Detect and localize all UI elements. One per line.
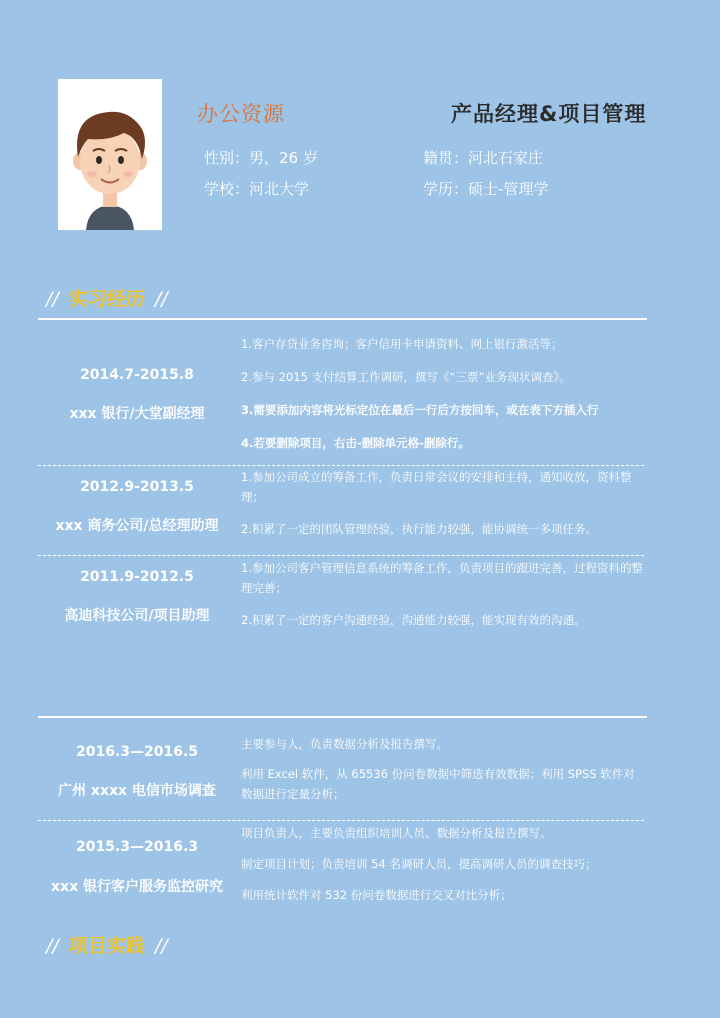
desc-line: 4.若要删除项目，右击-删除单元格-删除行。	[241, 436, 470, 450]
entry-description	[241, 558, 646, 630]
desc-line: 2.积累了一定的客户沟通经验，沟通能力较强，能实现有效的沟通。	[241, 613, 586, 627]
education: 学历：硕士-管理学	[423, 180, 549, 198]
entry-org: 高迪科技公司/项目助理	[64, 608, 210, 624]
title-slash-right: //	[154, 935, 168, 957]
school: 学校：河北大学	[204, 180, 310, 198]
desc-line: 2.积累了一定的团队管理经验，执行能力较强，能协调统一多项任务。	[241, 522, 597, 536]
section-divider	[38, 716, 647, 718]
entry-org: xxx 银行/大堂副经理	[69, 406, 205, 422]
title-slash-left: //	[46, 935, 59, 957]
project-date: 2016.3—2016.5	[75, 744, 199, 760]
entry-separator	[38, 820, 644, 821]
cartoon-avatar-icon	[58, 79, 162, 230]
section-title-practice	[46, 931, 168, 958]
hometown: 籍贯：河北石家庄	[423, 149, 544, 167]
project-date: 2015.3—2016.3	[75, 839, 199, 855]
desc-line: 1.参加公司客户管理信息系统的筹备工作，负责项目的跟进完善，过程资料的整理完善；	[241, 561, 643, 595]
desc-line: 主要参与人，负责数据分析及报告撰写。	[241, 737, 448, 751]
section-title-internship	[46, 284, 168, 311]
entry-org: xxx 商务公司/总经理助理	[55, 518, 219, 534]
entry-description	[241, 467, 646, 539]
candidate-name: 办公资源	[197, 102, 285, 126]
job-title: 产品经理&项目管理	[451, 102, 647, 126]
avatar-photo	[58, 79, 162, 230]
desc-line: 1.客户存贷业务咨询；客户信用卡申请资料、网上银行激活等；	[241, 337, 563, 351]
section-divider	[38, 318, 647, 320]
entry-separator	[38, 555, 644, 556]
project-description	[241, 734, 646, 804]
entry-date: 2014.7-2015.8	[80, 367, 194, 383]
project-name: 广州 xxxx 电信市场调查	[58, 783, 216, 799]
entry-date: 2012.9-2013.5	[80, 479, 194, 495]
entry-date: 2011.9-2012.5	[80, 569, 194, 585]
section-title-text: 项目实践	[68, 935, 145, 957]
desc-line: 利用统计软件对 532 份问卷数据进行交叉对比分析；	[241, 888, 512, 902]
title-slash-left: //	[46, 288, 59, 310]
desc-line: 3.需要添加内容将光标定位在最后一行后方按回车，或在表下方插入行	[241, 403, 599, 417]
desc-line: 制定项目计划；负责培训 54 名调研人员，提高调研人员的调查技巧；	[241, 857, 597, 871]
gender-age: 性别：男，26 岁	[204, 149, 318, 167]
desc-line: 项目负责人，主要负责组织培训人员、数据分析及报告撰写。	[241, 826, 552, 840]
project-description	[241, 823, 646, 905]
title-slash-right: //	[154, 288, 168, 310]
desc-line: 2.参与 2015 支付结算工作调研，撰写《“三票”业务现状调查》。	[241, 370, 571, 384]
desc-line: 利用 Excel 软件，从 65536 份问卷数据中筛选有效数据；利用 SPSS 软件对数据进行定量分析；	[241, 767, 635, 801]
section-title-text: 实习经历	[68, 288, 145, 310]
entry-description	[241, 334, 646, 453]
project-name: xxx 银行客户服务监控研究	[51, 879, 223, 895]
desc-line: 1.参加公司成立的筹备工作，负责日常会议的安排和主持，通知收放，资料整理；	[241, 470, 632, 504]
entry-separator	[38, 465, 644, 466]
